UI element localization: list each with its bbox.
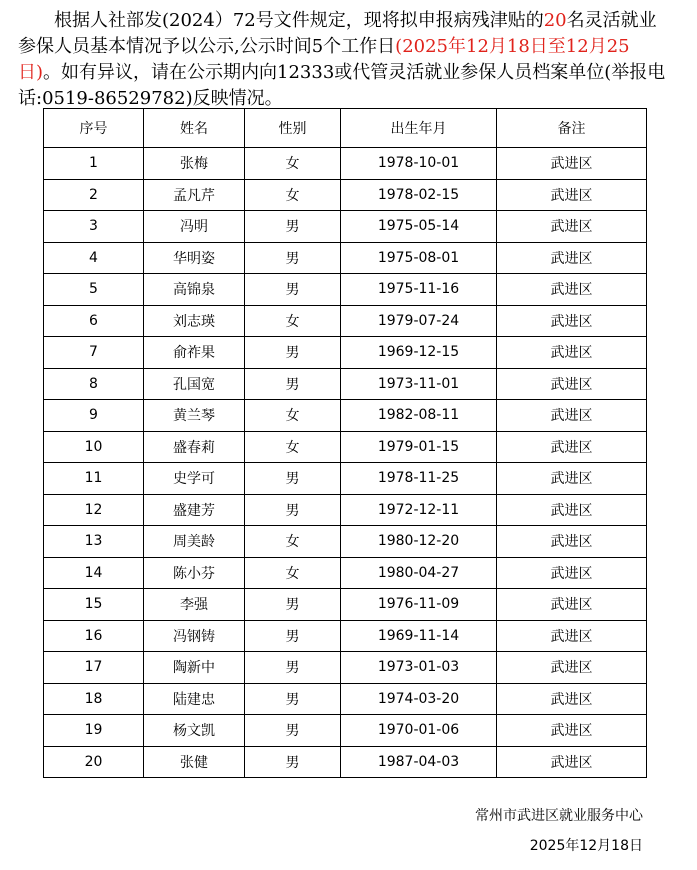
cell-birth: 1975-08-01 — [341, 242, 497, 274]
cell-no: 3 — [44, 211, 144, 243]
table-row — [44, 683, 647, 715]
cell-note: 武进区 — [497, 683, 647, 715]
cell-birth: 1987-04-03 — [341, 746, 497, 778]
cell-note: 武进区 — [497, 526, 647, 558]
cell-gender: 女 — [245, 400, 341, 432]
roster-body — [44, 148, 647, 778]
cell-note: 武进区 — [497, 431, 647, 463]
cell-note: 武进区 — [497, 557, 647, 589]
cell-name: 陈小芬 — [144, 557, 245, 589]
cell-note: 武进区 — [497, 494, 647, 526]
cell-name: 盛春莉 — [144, 431, 245, 463]
cell-no: 19 — [44, 715, 144, 747]
table-row — [44, 400, 647, 432]
cell-birth: 1980-04-27 — [341, 557, 497, 589]
cell-note: 武进区 — [497, 620, 647, 652]
cell-birth: 1973-11-01 — [341, 368, 497, 400]
cell-gender: 男 — [245, 211, 341, 243]
cell-birth: 1969-12-15 — [341, 337, 497, 369]
cell-gender: 男 — [245, 494, 341, 526]
cell-note: 武进区 — [497, 715, 647, 747]
cell-gender: 男 — [245, 652, 341, 684]
cell-note: 武进区 — [497, 463, 647, 495]
cell-name: 陆建忠 — [144, 683, 245, 715]
cell-name: 冯钢铸 — [144, 620, 245, 652]
cell-gender: 男 — [245, 368, 341, 400]
table-header-row — [44, 109, 647, 148]
cell-birth: 1975-11-16 — [341, 274, 497, 306]
cell-name: 盛建芳 — [144, 494, 245, 526]
cell-gender: 女 — [245, 526, 341, 558]
header-note: 备注 — [497, 109, 647, 148]
cell-no: 5 — [44, 274, 144, 306]
cell-birth: 1969-11-14 — [341, 620, 497, 652]
cell-birth: 1980-12-20 — [341, 526, 497, 558]
cell-gender: 女 — [245, 305, 341, 337]
cell-no: 11 — [44, 463, 144, 495]
cell-name: 华明姿 — [144, 242, 245, 274]
table-row — [44, 242, 647, 274]
cell-birth: 1973-01-03 — [341, 652, 497, 684]
notice-text-1: 根据人社部发(2024）72号文件规定，现将拟申报病残津贴的 — [54, 10, 544, 31]
cell-gender: 女 — [245, 148, 341, 180]
cell-note: 武进区 — [497, 400, 647, 432]
notice-count: 20 — [543, 10, 567, 31]
header-no: 序号 — [44, 109, 144, 148]
cell-gender: 男 — [245, 242, 341, 274]
table-row — [44, 148, 647, 180]
cell-note: 武进区 — [497, 211, 647, 243]
cell-birth: 1979-01-15 — [341, 431, 497, 463]
cell-gender: 男 — [245, 274, 341, 306]
cell-birth: 1974-03-20 — [341, 683, 497, 715]
cell-birth: 1972-12-11 — [341, 494, 497, 526]
cell-no: 9 — [44, 400, 144, 432]
table-row — [44, 305, 647, 337]
table-row — [44, 526, 647, 558]
cell-name: 刘志瑛 — [144, 305, 245, 337]
cell-no: 8 — [44, 368, 144, 400]
cell-note: 武进区 — [497, 305, 647, 337]
cell-name: 黄兰琴 — [144, 400, 245, 432]
cell-gender: 女 — [245, 179, 341, 211]
cell-note: 武进区 — [497, 589, 647, 621]
table-row — [44, 179, 647, 211]
cell-note: 武进区 — [497, 746, 647, 778]
cell-birth: 1978-02-15 — [341, 179, 497, 211]
notice-text-3: 。如有异议，请在公示期内向12333或代管灵活就业参保人员档案单位(举报电话:0519-86529782)反映情况。 — [18, 62, 666, 109]
cell-gender: 男 — [245, 746, 341, 778]
header-name: 姓名 — [144, 109, 245, 148]
cell-note: 武进区 — [497, 652, 647, 684]
header-birth: 出生年月 — [341, 109, 497, 148]
cell-gender: 男 — [245, 715, 341, 747]
header-gender: 性别 — [245, 109, 341, 148]
notice-period: (2025年12月18日至12月25日) — [18, 36, 630, 83]
cell-birth: 1982-08-11 — [341, 400, 497, 432]
cell-no: 12 — [44, 494, 144, 526]
table-row — [44, 620, 647, 652]
cell-no: 14 — [44, 557, 144, 589]
issuing-organization: 常州市武进区就业服务中心 — [475, 808, 643, 824]
table-row — [44, 589, 647, 621]
cell-note: 武进区 — [497, 179, 647, 211]
cell-note: 武进区 — [497, 274, 647, 306]
cell-no: 13 — [44, 526, 144, 558]
cell-name: 孟凡芹 — [144, 179, 245, 211]
table-row — [44, 337, 647, 369]
cell-name: 孔国宽 — [144, 368, 245, 400]
cell-no: 7 — [44, 337, 144, 369]
table-row — [44, 652, 647, 684]
cell-name: 陶新中 — [144, 652, 245, 684]
cell-name: 史学可 — [144, 463, 245, 495]
cell-gender: 男 — [245, 620, 341, 652]
roster-table — [43, 108, 647, 778]
cell-no: 10 — [44, 431, 144, 463]
cell-birth: 1975-05-14 — [341, 211, 497, 243]
cell-gender: 男 — [245, 337, 341, 369]
cell-name: 俞祚果 — [144, 337, 245, 369]
cell-gender: 男 — [245, 589, 341, 621]
table-row — [44, 715, 647, 747]
cell-no: 4 — [44, 242, 144, 274]
table-row — [44, 368, 647, 400]
cell-gender: 女 — [245, 431, 341, 463]
table-row — [44, 494, 647, 526]
issue-date: 2025年12月18日 — [529, 838, 643, 854]
table-row — [44, 463, 647, 495]
cell-name: 杨文凯 — [144, 715, 245, 747]
cell-birth: 1978-10-01 — [341, 148, 497, 180]
table-row — [44, 274, 647, 306]
cell-name: 张梅 — [144, 148, 245, 180]
cell-name: 周美龄 — [144, 526, 245, 558]
cell-name: 李强 — [144, 589, 245, 621]
cell-note: 武进区 — [497, 337, 647, 369]
cell-no: 18 — [44, 683, 144, 715]
cell-birth: 1970-01-06 — [341, 715, 497, 747]
cell-no: 1 — [44, 148, 144, 180]
cell-gender: 男 — [245, 463, 341, 495]
table-row — [44, 746, 647, 778]
cell-no: 15 — [44, 589, 144, 621]
cell-gender: 男 — [245, 683, 341, 715]
cell-note: 武进区 — [497, 148, 647, 180]
cell-no: 2 — [44, 179, 144, 211]
cell-birth: 1978-11-25 — [341, 463, 497, 495]
cell-name: 张健 — [144, 746, 245, 778]
table-row — [44, 431, 647, 463]
table-row — [44, 557, 647, 589]
cell-no: 20 — [44, 746, 144, 778]
notice-text-2: 名灵活就业参保人员基本情况予以公示,公示时间5个工作日 — [18, 10, 657, 57]
cell-no: 17 — [44, 652, 144, 684]
cell-name: 高锦泉 — [144, 274, 245, 306]
table-row — [44, 211, 647, 243]
cell-note: 武进区 — [497, 368, 647, 400]
notice-paragraph — [18, 8, 668, 112]
cell-birth: 1976-11-09 — [341, 589, 497, 621]
cell-birth: 1979-07-24 — [341, 305, 497, 337]
cell-note: 武进区 — [497, 242, 647, 274]
cell-name: 冯明 — [144, 211, 245, 243]
cell-no: 16 — [44, 620, 144, 652]
cell-gender: 女 — [245, 557, 341, 589]
cell-no: 6 — [44, 305, 144, 337]
